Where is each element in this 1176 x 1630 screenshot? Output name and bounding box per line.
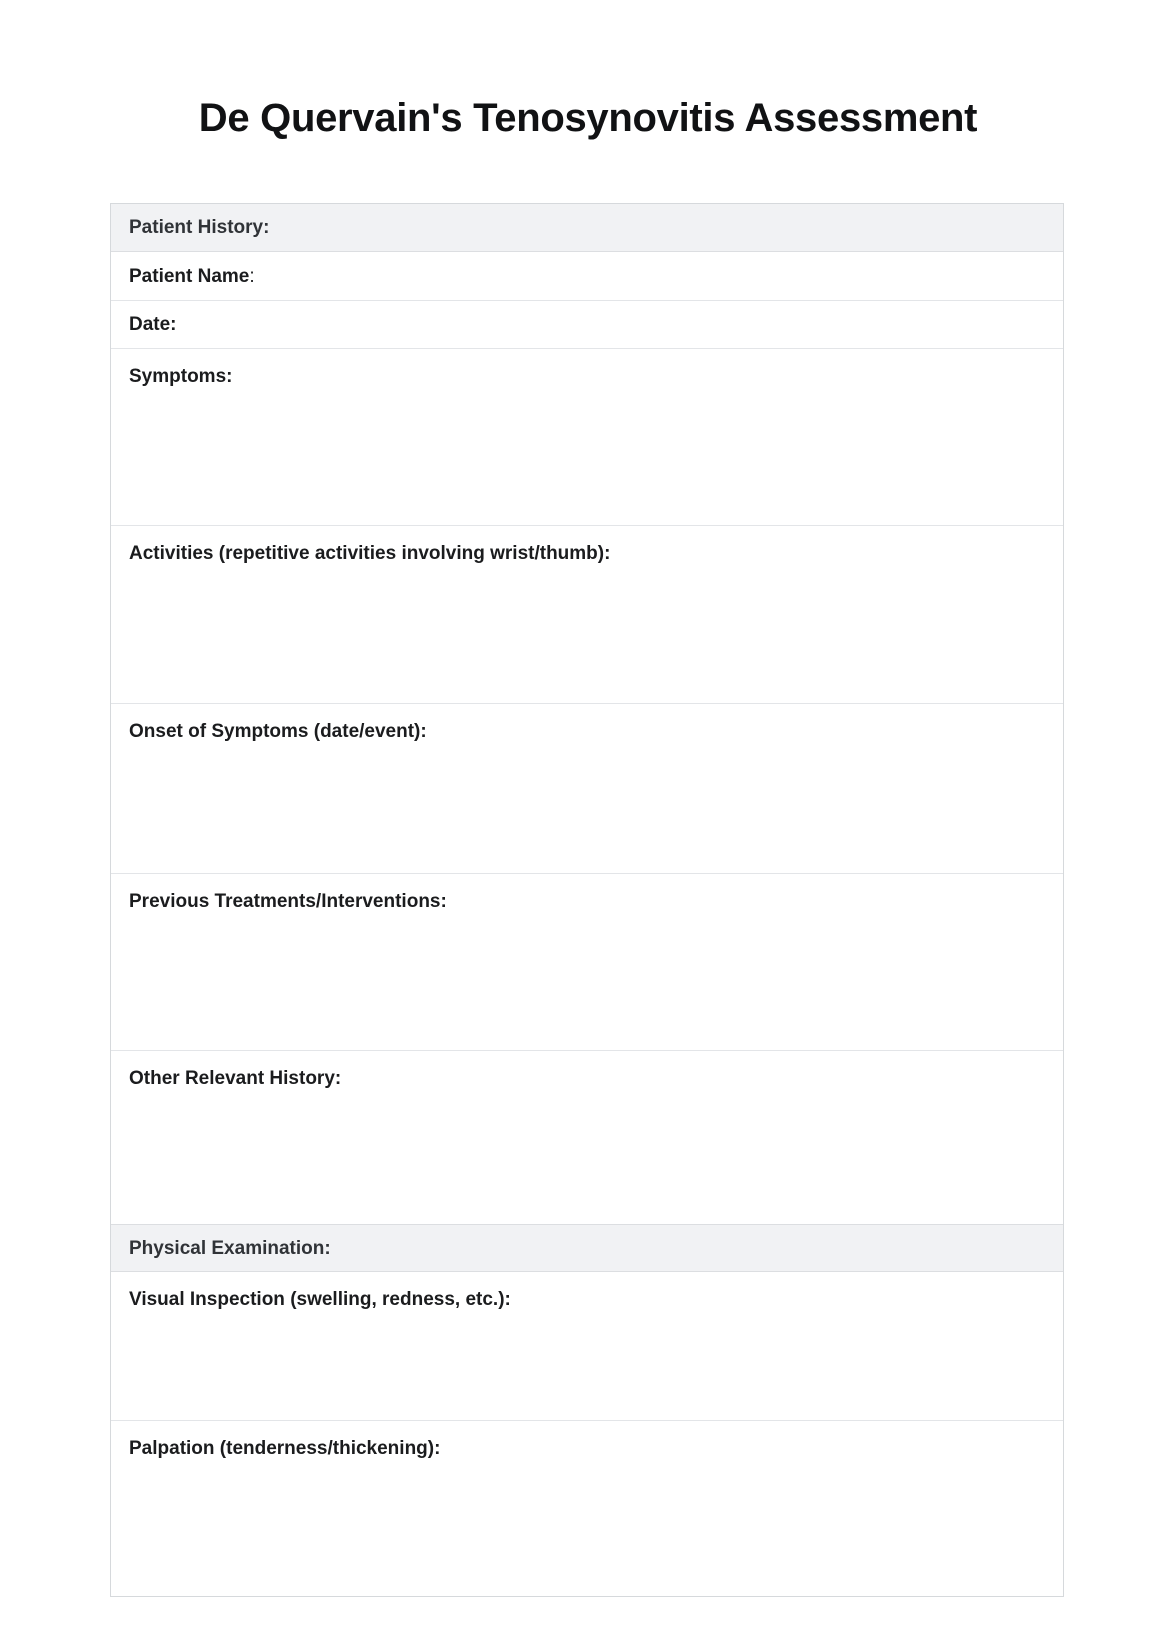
field-row-activities (111, 525, 1063, 703)
field-label: Date: (129, 314, 177, 335)
field-label: Previous Treatments/Interventions: (129, 891, 447, 912)
field-label: Other Relevant History: (129, 1068, 342, 1089)
field-label-bold: Patient Name (129, 265, 250, 287)
field-label: Onset of Symptoms (date/event): (129, 721, 427, 742)
section-row-patient-history (111, 204, 1063, 252)
field-label: Symptoms: (129, 366, 233, 387)
field-row-patient-name (111, 252, 1063, 300)
field-row-previous-treatments (111, 873, 1063, 1050)
field-label: Activities (repetitive activities involving wrist/thumb): (129, 543, 611, 564)
field-row-visual-inspection (111, 1272, 1063, 1420)
page-title: De Quervain's Tenosynovitis Assessment (198, 96, 978, 140)
field-row-symptoms (111, 348, 1063, 525)
assessment-table (110, 203, 1064, 1597)
field-row-date (111, 300, 1063, 348)
section-row-physical-examination (111, 1224, 1063, 1272)
section-label: Physical Examination: (129, 1237, 331, 1259)
section-label: Patient History: (129, 217, 270, 238)
field-label-colon: : (249, 265, 255, 287)
field-row-other-relevant-history (111, 1050, 1063, 1224)
field-label (129, 265, 255, 288)
field-row-onset-of-symptoms (111, 703, 1063, 873)
field-row-palpation (111, 1420, 1063, 1596)
field-label: Palpation (tenderness/thickening): (129, 1438, 441, 1459)
field-label: Visual Inspection (swelling, redness, etc.): (129, 1289, 511, 1310)
